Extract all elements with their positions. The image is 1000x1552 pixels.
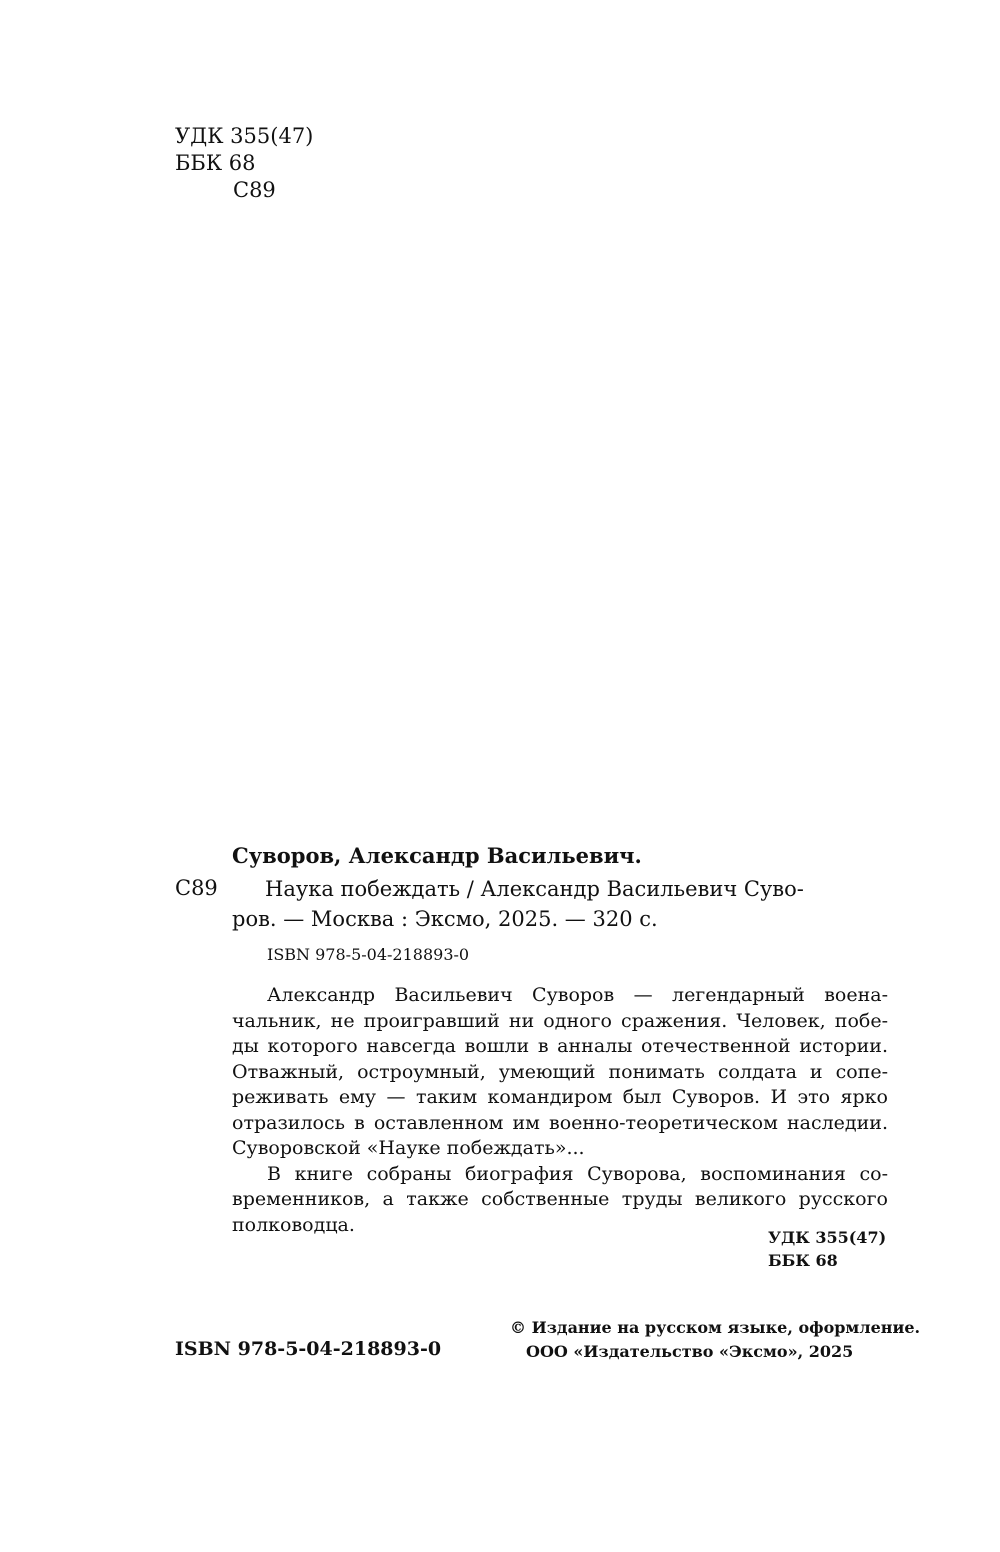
- copyright-line-2: ООО «Издательство «Эксмо», 2025: [526, 1342, 854, 1361]
- copyright-line-1: © Издание на русском языке, оформление.: [510, 1318, 921, 1337]
- annotation-p2-line-1: В книге собраны биография Суворова, воспоминания со-: [267, 1162, 888, 1185]
- annotation-p2-line-2: временников, а также собственные труды великого русского: [232, 1188, 888, 1210]
- top-classification-codes: [175, 123, 313, 204]
- annotation-p1-line-5: реживать ему — таким командиром был Суворов. И это ярко: [232, 1086, 888, 1108]
- title-line-2: ров. — Москва : Эксмо, 2025. — 320 с.: [232, 907, 658, 931]
- annotation-p1-line-3: ды которого навсегда вошли в анналы отечественной истории.: [232, 1035, 888, 1057]
- top-author-mark: С89: [233, 178, 276, 202]
- title-statement: [232, 874, 887, 934]
- annotation-p2-line-3: полководца.: [232, 1213, 355, 1236]
- annotation: [232, 983, 888, 1238]
- right-udk-code: УДК 355(47): [768, 1228, 887, 1247]
- author-heading: Суворов, Александр Васильевич.: [232, 843, 642, 868]
- annotation-p1-line-4: Отважный, остроумный, умеющий понимать солдата и сопе-: [232, 1060, 888, 1083]
- footer-isbn: ISBN 978-5-04-218893-0: [175, 1338, 442, 1360]
- annotation-p1-line-7: Суворовской «Науке побеждать»...: [232, 1137, 585, 1159]
- annotation-p1-line-2: чальник, не проигравший ни одного сражения. Человек, побе-: [232, 1009, 888, 1032]
- title-line-1: Наука побеждать / Александр Васильевич Суво-: [265, 877, 804, 901]
- right-bbk-code: ББК 68: [768, 1251, 838, 1270]
- top-udk-code: УДК 355(47): [175, 124, 314, 148]
- copyright-notice: [510, 1316, 920, 1364]
- annotation-p1-line-6: отразилось в оставленном им военно-теоретическом наследии.: [232, 1111, 888, 1134]
- top-bbk-code: ББК 68: [175, 151, 256, 175]
- record-author-mark: С89: [175, 876, 218, 900]
- annotation-p1-line-1: Александр Васильевич Суворов — легендарный воена-: [267, 984, 888, 1006]
- right-classification-codes: [768, 1226, 886, 1272]
- record-isbn: ISBN 978-5-04-218893-0: [267, 945, 470, 964]
